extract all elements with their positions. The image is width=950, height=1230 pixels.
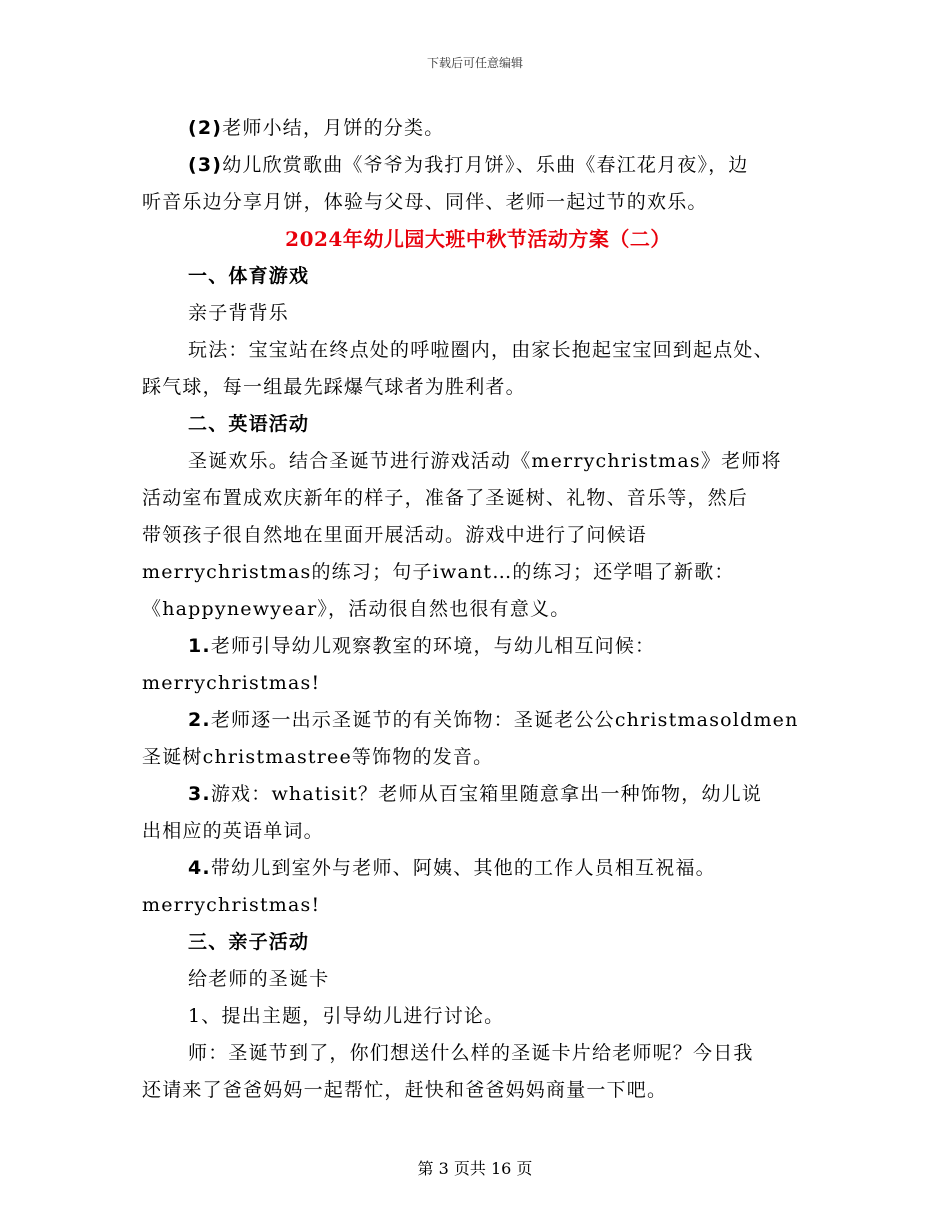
- item-number: 4.: [188, 857, 211, 879]
- paragraph-line: [142, 110, 814, 147]
- paragraph-line: 给老师的圣诞卡: [188, 968, 330, 990]
- item-number: 1.: [188, 635, 211, 657]
- line-text: 老师逐一出示圣诞节的有关饰物：圣诞老公公christmasoldmen: [210, 709, 799, 731]
- item-number: (3): [188, 154, 223, 176]
- page-header: 下载后可任意编辑: [426, 56, 523, 70]
- paragraph-line: 踩气球，每一组最先踩爆气球者为胜利者。: [142, 376, 526, 398]
- paragraph-line: 玩法：宝宝站在终点处的呼啦圈内，由家长抱起宝宝回到起点处、: [188, 339, 774, 361]
- paragraph-line: [142, 147, 814, 184]
- paragraph-line: merrychristmas!: [142, 672, 321, 694]
- line-text: 带幼儿到室外与老师、阿姨、其他的工作人员相互祝福。: [210, 857, 716, 879]
- page-footer: 第 3 页共 16 页: [417, 1159, 533, 1178]
- paragraph-line: 《happynewyear》，活动很自然也很有意义。: [142, 598, 571, 620]
- paragraph-line: merrychristmas的练习；句子iwant…的练习；还学唱了新歌：: [142, 561, 735, 583]
- paragraph-line: 师：圣诞节到了，你们想送什么样的圣诞卡片给老师呢？今日我: [188, 1042, 754, 1064]
- paragraph-line: 活动室布置成欢庆新年的样子，准备了圣诞树、礼物、音乐等，然后: [142, 487, 749, 509]
- paragraph-line: 圣诞树christmastree等饰物的发音。: [142, 746, 494, 768]
- paragraph-line: 亲子背背乐: [188, 302, 290, 324]
- paragraph-line: [142, 776, 814, 813]
- item-number: 2.: [188, 709, 211, 731]
- item-number: (2): [188, 117, 223, 139]
- line-text: 游戏：whatisit？老师从百宝箱里随意拿出一种饰物，幼儿说: [210, 783, 763, 805]
- paragraph-line: merrychristmas!: [142, 894, 321, 916]
- section-heading-parent-child: 三、亲子活动: [188, 931, 310, 953]
- line-text: 幼儿欣赏歌曲《爷爷为我打月饼》、乐曲《春江花月夜》，边: [222, 154, 749, 176]
- section-heading-english: 二、英语活动: [188, 413, 310, 435]
- document-body: [142, 110, 814, 1109]
- paragraph-line: 圣诞欢乐。结合圣诞节进行游戏活动《merrychristmas》老师将: [188, 450, 782, 472]
- paragraph-line: 1、提出主题，引导幼儿进行讨论。: [188, 1005, 505, 1027]
- paragraph-line: 还请来了爸爸妈妈一起帮忙，赶快和爸爸妈妈商量一下吧。: [142, 1079, 668, 1101]
- item-number: 3.: [188, 783, 211, 805]
- line-text: 老师引导幼儿观察教室的环境，与幼儿相互问候：: [210, 635, 656, 657]
- paragraph-line: 带领孩子很自然地在里面开展活动。游戏中进行了问候语: [142, 524, 648, 546]
- line-text: 老师小结，月饼的分类。: [222, 117, 445, 139]
- paragraph-line: 听音乐边分享月饼，体验与父母、同伴、老师一起过节的欢乐。: [142, 191, 708, 213]
- paragraph-line: [142, 850, 814, 887]
- section-heading-sports: 一、体育游戏: [188, 265, 310, 287]
- paragraph-line: [142, 702, 814, 739]
- paragraph-line: [142, 628, 814, 665]
- section-title: 2024年幼儿园大班中秋节活动方案（二）: [285, 227, 671, 251]
- paragraph-line: 出相应的英语单词。: [142, 820, 324, 842]
